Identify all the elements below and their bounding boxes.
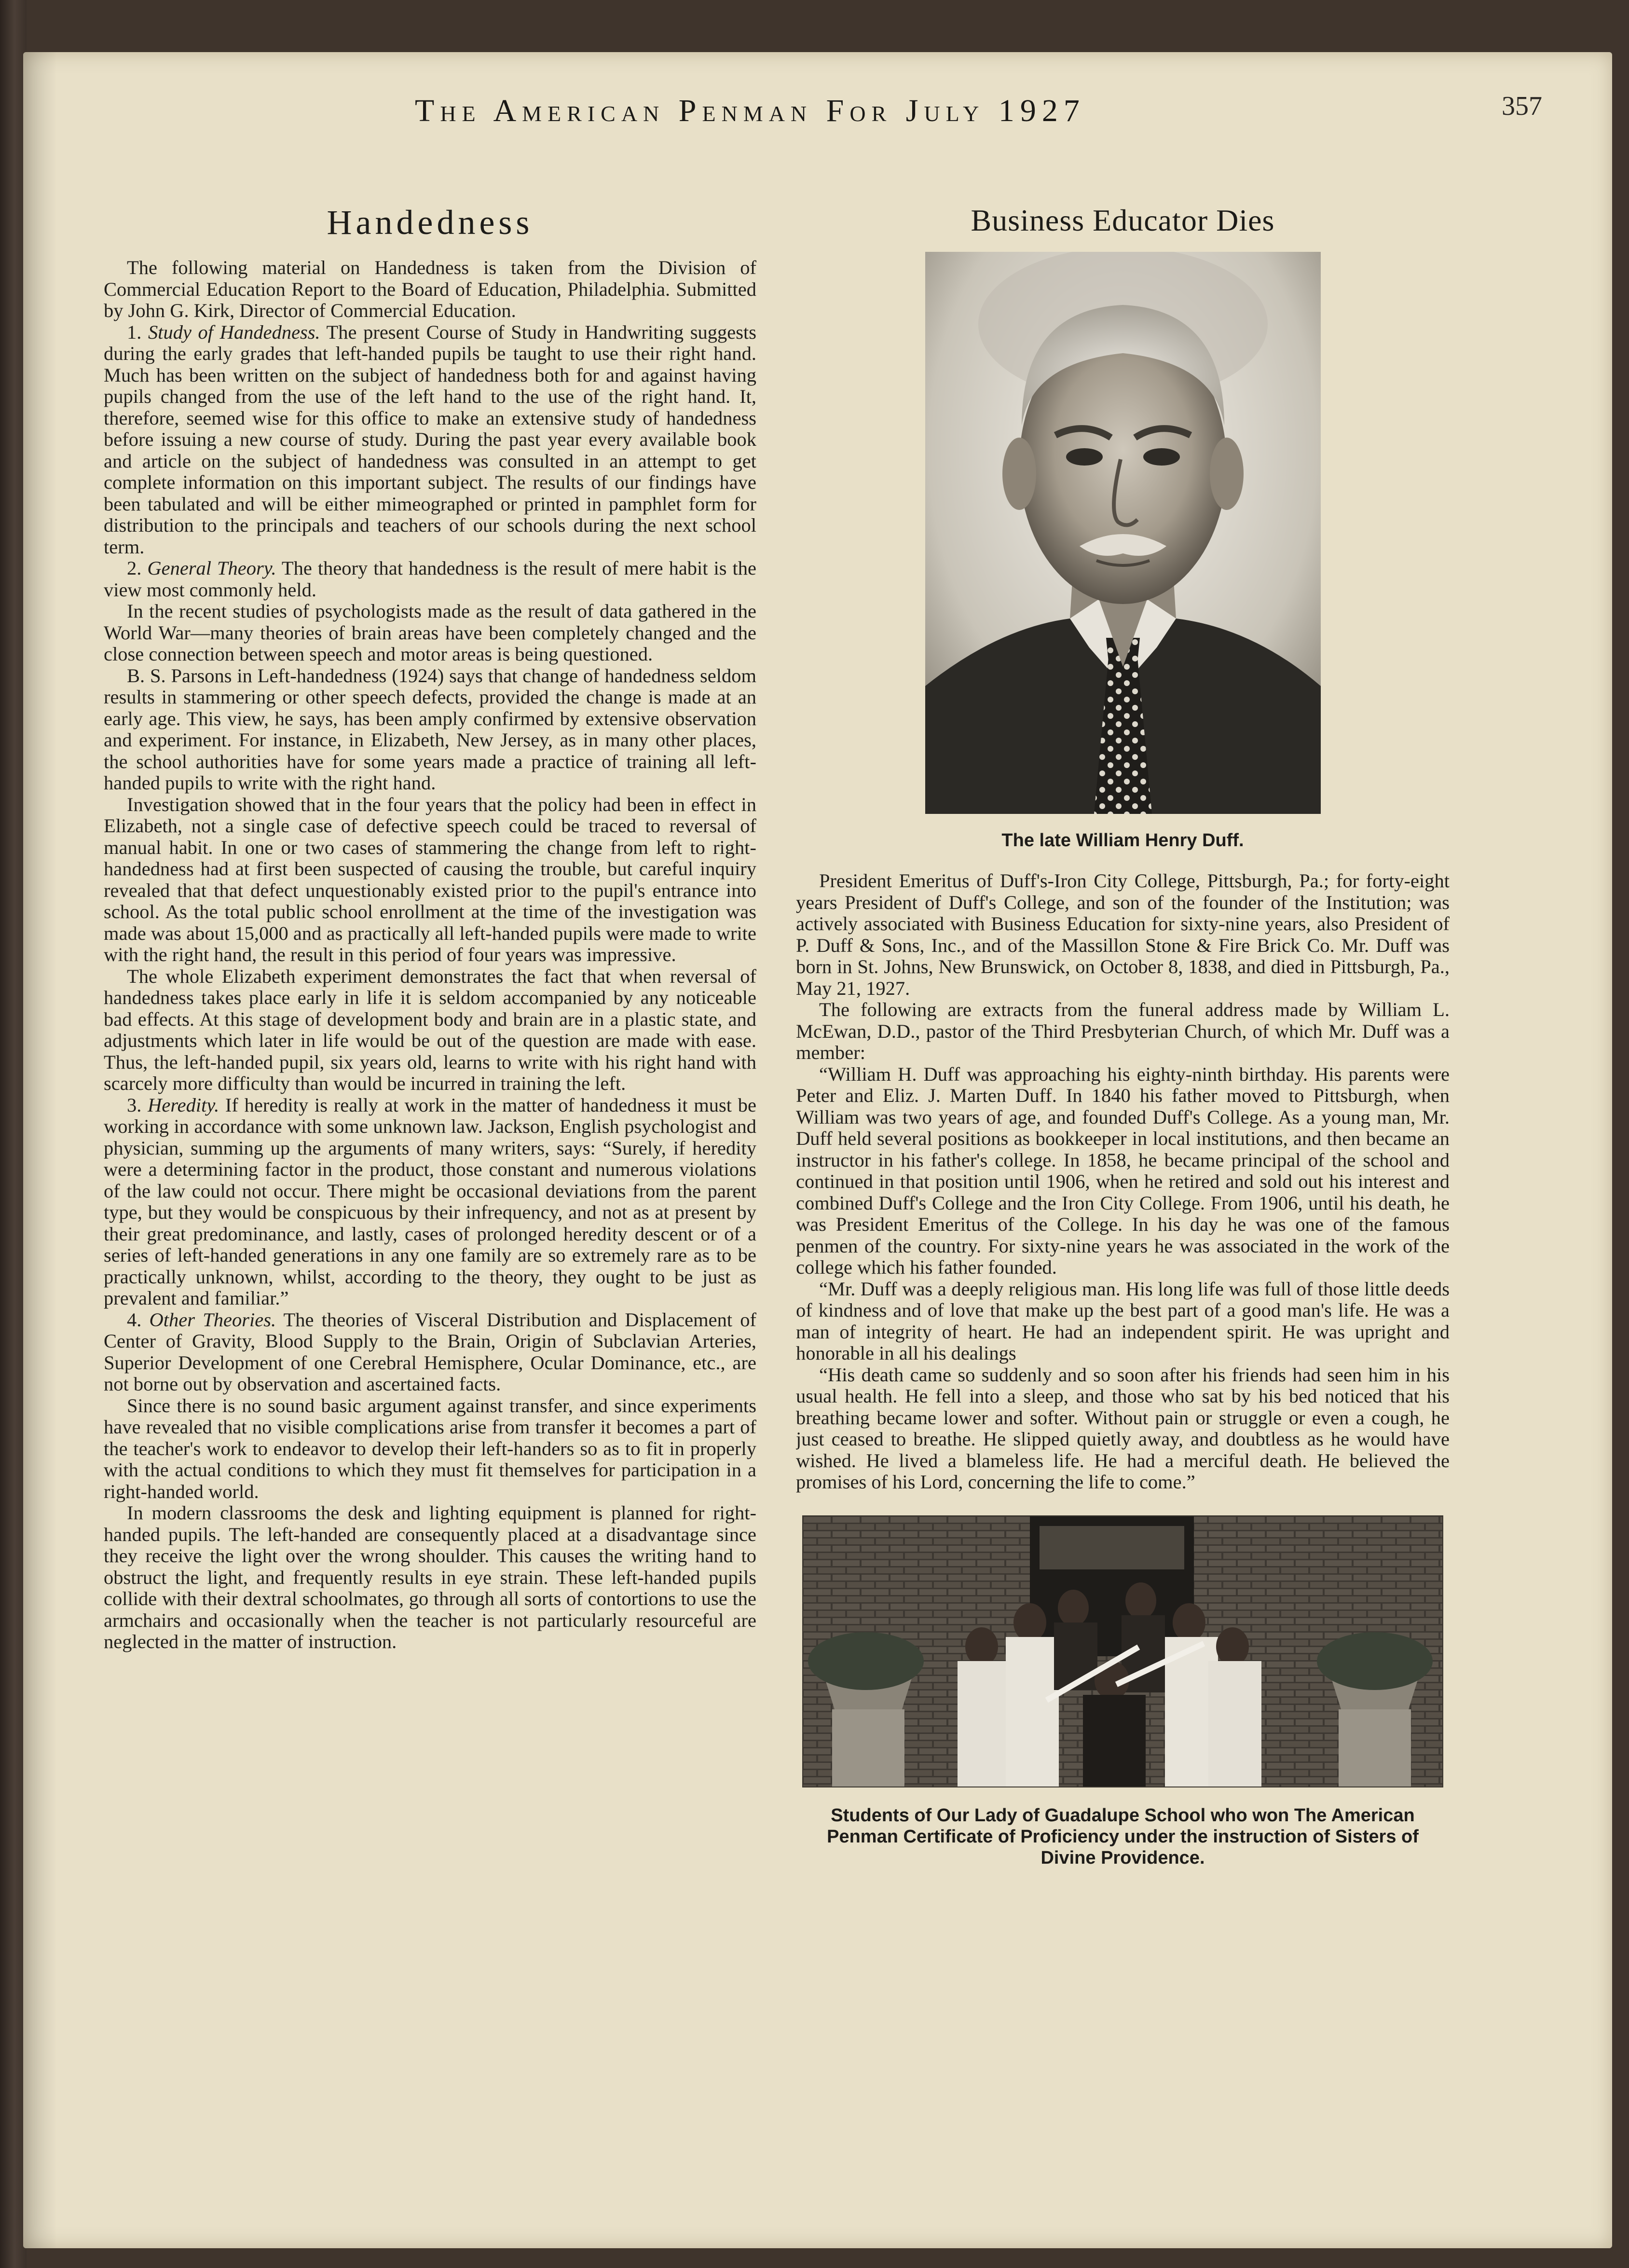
paragraph-text: The whole Elizabeth experiment demonstrates the fact that when reversal of handedness takes place early in life it is seldom accompanied by any noticeable bad effects. At this stage of development body and brain are in a plastic state, and adjustments which later in life would be out of the question are made with ease. Thus, the left-handed pupil, six years old, learns to write with his right hand with scarcely more difficulty than would be incurred in training the left.: [104, 965, 756, 1094]
handedness-column: [104, 203, 756, 2125]
obituary-paragraph: “His death came so suddenly and so soon after his friends had seen him in his usual health. He fell into a sleep, and those who sat by his bed noticed that his breathing became lower and softer. Without pain or struggle or even a cough, he just ceased to breathe. He slipped quietly away, and doubtless as he would have wished. He lived a blameless life. He had a merciful death. He believed the promises of his Lord, concerning the life to come.”: [796, 1363, 1450, 1493]
handedness-paragraph: [104, 601, 756, 665]
section-topic: Other Theories.: [149, 1308, 276, 1331]
class-group-image: [803, 1516, 1442, 1787]
handedness-paragraph: [104, 1095, 756, 1309]
class-photo-caption: Students of Our Lady of Guadalupe School who won The American Penman Certificate of Proficiency under the instruction of Sisters of Divine Providence.: [827, 1805, 1419, 1868]
handedness-paragraph: [104, 257, 756, 322]
paragraph-text: The present Course of Study in Handwriting suggests during the early grades that left-handed pupils be taught to use their right hand. Much has been written on the subject of handedness both for and against having pupils changed from the use of the left hand to the use of the right hand. It, therefore, seemed wise for this office to make an extensive study of handedness before issuing a new course of study. During the past year every available book and article on the subject of handedness was consulted in an attempt to get complete information on this important subject. The results of our findings have been tabulated and will be either mimeographed or printed in pamphlet form for distribution to the principals and teachers of our schools during the next school term.: [104, 321, 756, 558]
section-topic: Heredity.: [148, 1094, 219, 1116]
section-topic: General Theory.: [147, 557, 276, 579]
masthead: The American Penman For July 1927: [415, 93, 1085, 128]
paragraph-text: In modern classrooms the desk and lighting equipment is planned for right-handed pupils. The left-handed are consequently placed at a disadvantage since they receive the light over the wrong shoulder. This causes the writing hand to obstruct the light, and frequently results in eye strain. These left-handed pupils collide with their dextral schoolmates, go through all sorts of contortions to use the armchairs and occasionally when the teacher is not particularly resourceful are neglected in the matter of instruction.: [104, 1502, 756, 1652]
paragraph-text: The theories of Visceral Distribution and Displacement of Center of Gravity, Blood Supply to the Brain, Origin of Subclavian Arteries, Superior Development of one Cerebral Hemisphere, Ocular Dominance, etc., are not borne out by observation and ascertained facts.: [104, 1308, 756, 1395]
handedness-paragraph: [104, 794, 756, 966]
book-spine-shadow: [0, 0, 27, 2268]
paragraph-text: In the recent studies of psychologists made as the result of data gathered in the World War—many theories of brain areas have been completely changed and the close connection between speech and motor areas is being questioned.: [104, 600, 756, 665]
obituary-paragraph: “Mr. Duff was a deeply religious man. His long life was full of those little deeds of kindness and of love that make up the best part of a good man's life. He was a man of integrity of heart. He had an independent spirit. He was upright and honorable in all his dealings: [796, 1278, 1450, 1364]
class-group-photo: [802, 1515, 1443, 1787]
business-educator-body: [796, 870, 1450, 1493]
handedness-paragraph: [104, 1395, 756, 1503]
portrait-caption: The late William Henry Duff.: [1001, 830, 1244, 851]
section-number: 3.: [127, 1094, 148, 1116]
business-educator-title: Business Educator Dies: [971, 203, 1275, 237]
page-number: 357: [1502, 91, 1542, 121]
handedness-paragraph: [104, 1502, 756, 1653]
paragraph-text: Investigation showed that in the four years that the policy had been in effect in Elizabeth, not a single case of defective speech could be traced to reversal of manual habit. In one or two cases of stammering the change from left to right-handedness had at first been suspected of causing the trouble, but careful inquiry revealed that that defect unquestionably existed prior to the pupil's entrance into school. As the total public school enrollment at the time of the investigation was made was about 15,000 and as practically all left-handed pupils were made to write with the right hand, the result in this period of four years was impressive.: [104, 793, 756, 965]
section-number: 1.: [127, 321, 148, 343]
paragraph-text: If heredity is really at work in the matter of handedness it must be working in accordance with some unknown law. Jackson, English psychologist and physician, summing up the arguments of many writers, says: “Surely, if heredity were a determining factor in the product, those constant and numerous violations of the law could not occur. There might be occasional deviations from the parent type, but they would be conspicuous by their infrequency, and not as at present by their great predominance, and lastly, cases of prolonged heredity descent or of a series of left-handed generations in any one family are so extremely rare as to be practically unknown, whilst, according to the theory, they ought to be just as prevalent and familiar.”: [104, 1094, 756, 1309]
obituary-paragraph: The following are extracts from the funeral address made by William L. McEwan, D.D., pastor of the Third Presbyterian Church, of which Mr. Duff was a member:: [796, 999, 1450, 1063]
paragraph-text: Since there is no sound basic argument against transfer, and since experiments have revealed that no visible complications arise from transfer it becomes a part of the teacher's work to endeavor to develop their left-handers so as to fit in properly with the actual conditions to which they must fit themselves for participation in a right-handed world.: [104, 1394, 756, 1502]
handedness-paragraph: [104, 665, 756, 794]
portrait-image: [925, 252, 1321, 814]
section-topic: Study of Handedness.: [148, 321, 320, 343]
handedness-paragraph: [104, 1309, 756, 1395]
portrait-photo: [925, 252, 1321, 814]
obituary-paragraph: President Emeritus of Duff's-Iron City College, Pittsburgh, Pa.; for forty-eight years President of Duff's College, and son of the founder of the Institution; was actively associated with Business Education for sixty-nine years, also President of P. Duff & Sons, Inc., and of the Massillon Stone & Fire Brick Co. Mr. Duff was born in St. Johns, New Brunswick, on October 8, 1838, and died in Pittsburgh, Pa., May 21, 1927.: [796, 870, 1450, 999]
handedness-paragraph: [104, 966, 756, 1095]
section-number: 2.: [127, 557, 148, 579]
handedness-title: Handedness: [327, 203, 534, 242]
paragraph-text: B. S. Parsons in Left-handedness (1924) says that change of handedness seldom results in stammering or other speech defects, provided the change is made at an early age. This view, he says, has been amply confirmed by extensive observation and experiment. For instance, in Elizabeth, New Jersey, as in many other places, the school authorities have for some years made a practice of training all left-handed pupils to write with the right hand.: [104, 664, 756, 794]
paragraph-text: The theory that handedness is the result of mere habit is the view most commonly held.: [104, 557, 756, 601]
running-head: [58, 93, 1571, 131]
section-number: 4.: [127, 1308, 150, 1331]
handedness-paragraph: [104, 558, 756, 601]
obituary-paragraph: “William H. Duff was approaching his eighty-ninth birthday. His parents were Peter and Eliz. J. Marten Duff. In 1840 his father moved to Pittsburgh, when William was two years of age, and founded Duff's College. As a young man, Mr. Duff held several positions as bookkeeper in local institutions, and then became an instructor in his father's college. In 1858, he became principal of the school and continued in that position until 1906, when he retired and sold out his interest and combined Duff's College and the Iron City College. From 1906, until his death, he was President Emeritus of the College. In his day he was one of the famous penmen of the country. For sixty-nine years he was associated in the work of the college which his father founded.: [796, 1063, 1450, 1278]
business-educator-column: [796, 203, 1450, 2125]
paragraph-text: The following material on Handedness is taken from the Division of Commercial Education Report to the Board of Education, Philadelphia. Submitted by John G. Kirk, Director of Commercial Education.: [104, 257, 756, 321]
handedness-body: [104, 257, 756, 1653]
handedness-paragraph: [104, 322, 756, 558]
